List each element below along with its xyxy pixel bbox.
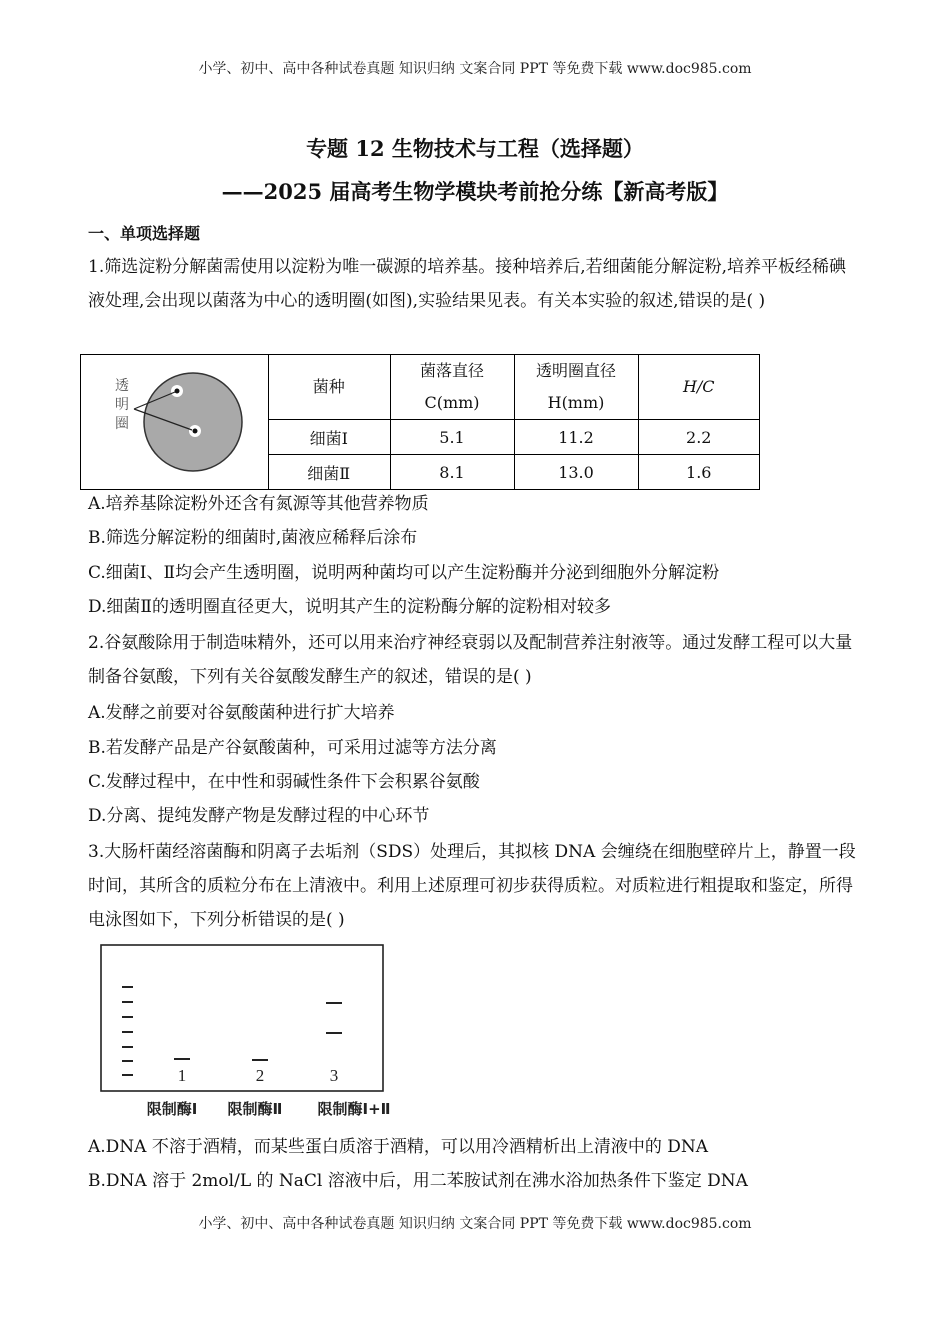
title-line-2: ——2025 届高考生物学模块考前抢分练【新高考版】 bbox=[221, 179, 729, 204]
table-cell: 8.1 bbox=[390, 455, 514, 490]
table-cell: 细菌Ⅱ bbox=[307, 463, 351, 483]
page-footer: 小学、初中、高中各种试卷真题 知识归纳 文案合同 PPT 等免费下载 www.doc985.com bbox=[198, 1216, 752, 1232]
page-header: 小学、初中、高中各种试卷真题 知识归纳 文案合同 PPT 等免费下载 www.doc985.com bbox=[198, 61, 752, 77]
table-cell: 2.2 bbox=[638, 420, 759, 455]
q1-option-d: D.细菌Ⅱ的透明圈直径更大，说明其产生的淀粉酶分解的淀粉相对较多 bbox=[88, 597, 611, 617]
title-line-1: 专题 12 生物技术与工程（选择题） bbox=[306, 136, 644, 161]
table-header-row bbox=[268, 355, 759, 420]
header-halo-diameter bbox=[514, 355, 638, 420]
q1-result-table bbox=[268, 355, 759, 489]
q2-option-a: A.发酵之前要对谷氨酸菌种进行扩大培养 bbox=[88, 703, 395, 723]
table-row bbox=[268, 455, 759, 490]
lane-number-2: 2 bbox=[255, 1066, 265, 1085]
section-heading: 一、单项选择题 bbox=[88, 224, 201, 243]
table-cell: 11.2 bbox=[514, 420, 638, 455]
header-colony-diameter bbox=[390, 355, 514, 420]
table-cell: 5.1 bbox=[390, 420, 514, 455]
lane-label-1: 限制酶Ⅰ bbox=[146, 1100, 198, 1118]
lane-label-3: 限制酶Ⅰ+Ⅱ bbox=[317, 1100, 391, 1118]
q1-figure-table bbox=[80, 354, 760, 490]
petri-dish-figure bbox=[81, 355, 269, 489]
table-cell: 13.0 bbox=[514, 455, 638, 490]
petri-dish bbox=[144, 373, 242, 471]
q3-option-a: A.DNA 不溶于酒精，而某些蛋白质溶于酒精，可以用冷酒精析出上清液中的 DNA bbox=[88, 1137, 709, 1157]
header-colony-diameter-unit: C(mm) bbox=[424, 393, 480, 412]
gel-frame bbox=[101, 945, 383, 1091]
lane-number-1: 1 bbox=[177, 1066, 187, 1085]
header-ratio: H/C bbox=[638, 355, 759, 420]
header-colony-diameter-label: 菌落直径 bbox=[419, 361, 484, 380]
q3-option-b: B.DNA 溶于 2mol/L 的 NaCl 溶液中后，用二苯胺试剂在沸水浴加热条件下鉴定 DNA bbox=[88, 1171, 748, 1191]
table-cell: 1.6 bbox=[638, 455, 759, 490]
figure-label: 透明圈 bbox=[115, 378, 129, 432]
q2-option-d: D.分离、提纯发酵产物是发酵过程的中心环节 bbox=[88, 806, 430, 826]
electrophoresis-figure bbox=[100, 944, 420, 1119]
table-cell: 细菌Ⅰ bbox=[268, 420, 390, 455]
q3-stem: 3.大肠杆菌经溶菌酶和阴离子去垢剂（SDS）处理后，其拟核 DNA 会缠绕在细胞壁碎片上，静置一段时间，其所含的质粒分布在上清液中。利用上述原理可初步获得质粒。对质粒进行粗提取和鉴定，所得电泳图如下，下列分析错误的是( ) bbox=[88, 842, 856, 930]
gel-svg bbox=[100, 944, 420, 1119]
q1-option-b: B.筛选分解淀粉的细菌时,菌液应稀释后涂布 bbox=[88, 528, 418, 548]
lane-number-3: 3 bbox=[329, 1066, 339, 1085]
table-row bbox=[268, 420, 759, 455]
lane-label-2: 限制酶Ⅱ bbox=[227, 1100, 283, 1118]
q2-option-c: C.发酵过程中，在中性和弱碱性条件下会积累谷氨酸 bbox=[88, 772, 480, 792]
header-halo-diameter-label: 透明圈直径 bbox=[535, 361, 616, 380]
header-halo-diameter-unit: H(mm) bbox=[547, 393, 605, 412]
header-strain: 菌种 bbox=[268, 355, 390, 420]
colony-1 bbox=[175, 389, 180, 394]
q1-option-c: C.细菌Ⅰ、Ⅱ均会产生透明圈，说明两种菌均可以产生淀粉酶并分泌到细胞外分解淀粉 bbox=[88, 563, 720, 583]
petri-dish-svg bbox=[81, 355, 268, 489]
q1-option-a: A.培养基除淀粉外还含有氮源等其他营养物质 bbox=[88, 494, 429, 514]
colony-2 bbox=[193, 429, 198, 434]
q2-option-b: B.若发酵产品是产谷氨酸菌种，可采用过滤等方法分离 bbox=[88, 738, 497, 758]
q1-stem: 1.筛选淀粉分解菌需使用以淀粉为唯一碳源的培养基。接种培养后,若细菌能分解淀粉,培养平板经稀碘液处理,会出现以菌落为中心的透明圈(如图),实验结果见表。有关本实验的叙述,错误的是( ) bbox=[88, 257, 847, 311]
q2-stem: 2.谷氨酸除用于制造味精外，还可以用来治疗神经衰弱以及配制营养注射液等。通过发酵工程可以大量制备谷氨酸，下列有关谷氨酸发酵生产的叙述，错误的是( ) bbox=[88, 633, 853, 687]
